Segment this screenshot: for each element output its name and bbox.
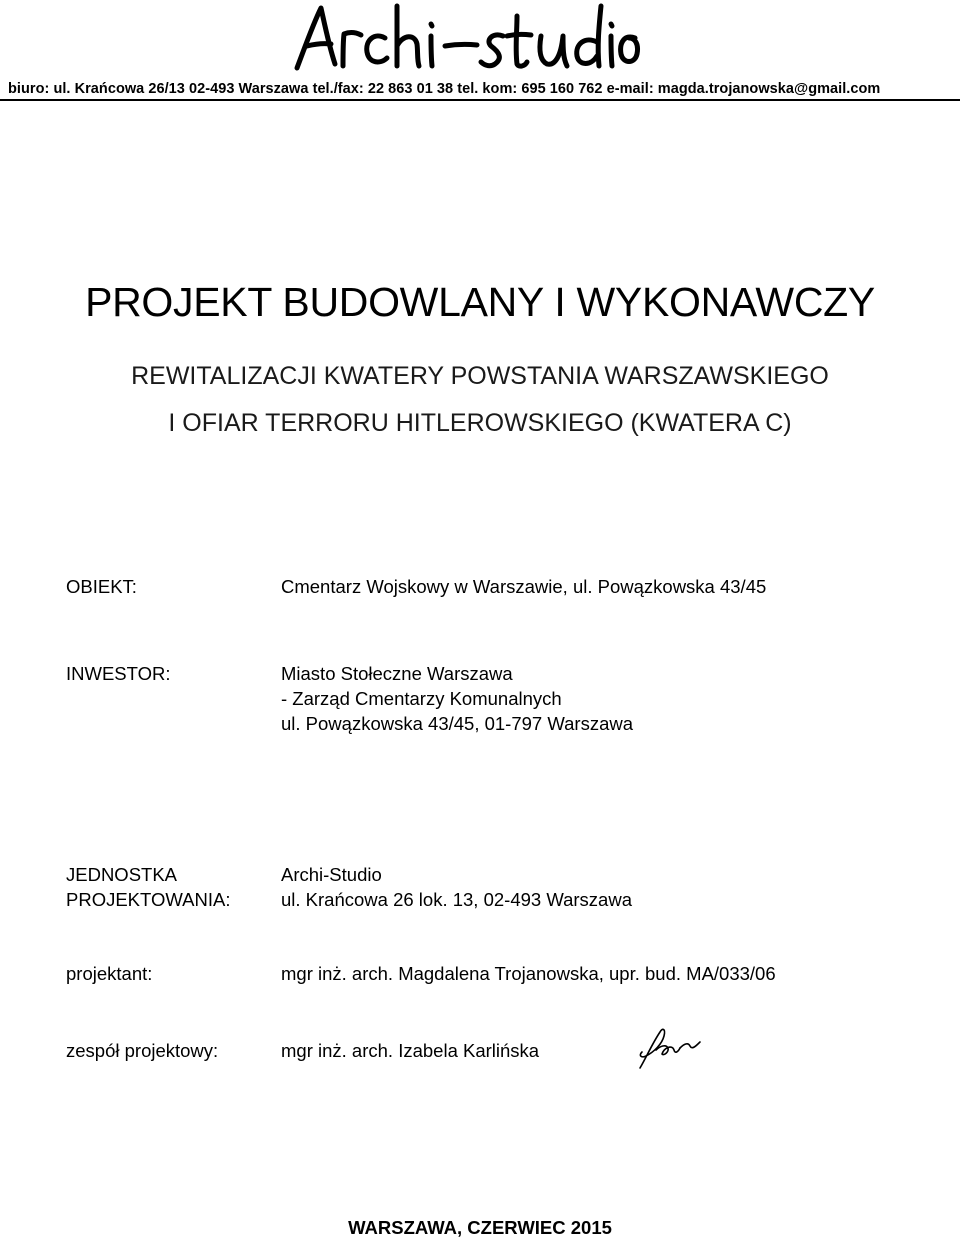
- signature-image: [634, 1024, 706, 1072]
- inwestor-line: Miasto Stołeczne Warszawa: [281, 663, 513, 684]
- obiekt-label: OBIEKT:: [66, 576, 137, 597]
- jednostka-value: [281, 862, 632, 912]
- archi-studio-logo: [285, 2, 645, 74]
- projektant-value: mgr inż. arch. Magdalena Trojanowska, upr. bud. MA/033/06: [281, 963, 776, 984]
- jednostka-label: [66, 862, 230, 912]
- inwestor-line: ul. Powązkowska 43/45, 01-797 Warszawa: [281, 713, 634, 734]
- zespol-value: mgr inż. arch. Izabela Karlińska: [281, 1040, 540, 1061]
- inwestor-value: [281, 661, 633, 736]
- document-title: PROJEKT BUDOWLANY I WYKONAWCZY: [85, 279, 875, 325]
- contact-header: biuro: ul. Krańcowa 26/13 02-493 Warszawa tel./fax: 22 863 01 38 tel. kom: 695 160 762 e-mail: magda.trojanowska@gmail.com: [8, 81, 881, 97]
- jednostka-line: ul. Krańcowa 26 lok. 13, 02-493 Warszawa: [281, 889, 632, 910]
- subtitle-line-1: REWITALIZACJI KWATERY POWSTANIA WARSZAWSKIEGO: [131, 362, 829, 390]
- zespol-label: zespół projektowy:: [66, 1040, 219, 1061]
- projektant-label: projektant:: [66, 963, 153, 984]
- inwestor-label: INWESTOR:: [66, 663, 171, 684]
- obiekt-value: Cmentarz Wojskowy w Warszawie, ul. Powązkowska 43/45: [281, 576, 767, 597]
- header-divider: [0, 99, 960, 101]
- place-date-footer: WARSZAWA, CZERWIEC 2015: [348, 1217, 612, 1238]
- inwestor-line: - Zarząd Cmentarzy Komunalnych: [281, 688, 562, 709]
- jednostka-label-line: PROJEKTOWANIA:: [66, 889, 231, 910]
- jednostka-label-line: JEDNOSTKA: [66, 864, 178, 885]
- subtitle-line-2: I OFIAR TERRORU HITLEROWSKIEGO (KWATERA C): [168, 409, 792, 437]
- jednostka-line: Archi-Studio: [281, 864, 382, 885]
